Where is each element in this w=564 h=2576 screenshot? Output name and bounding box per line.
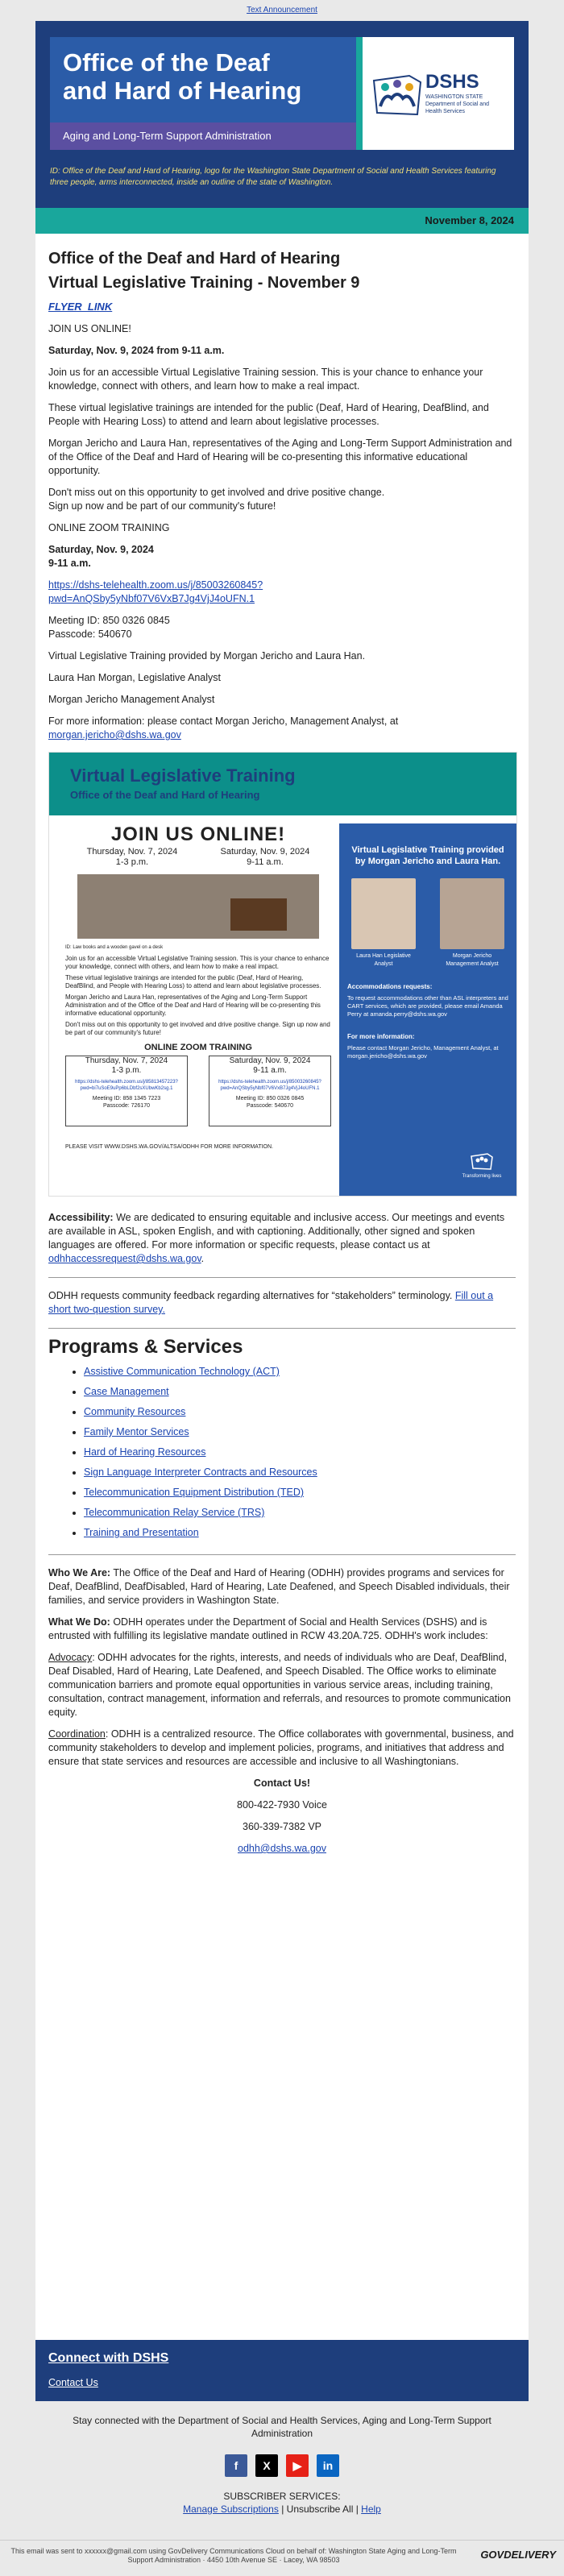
article-para-2: These virtual legislative trainings are intended for the public (Deaf, Hard of Hearing, DeafBlind, and People with Hearing Loss) to attend and learn about legislative processes. xyxy=(48,402,489,427)
flyer-date-1-time: 1-3 p.m. xyxy=(115,857,149,867)
meeting-info xyxy=(48,614,516,641)
image-alt-text: ID: Office of the Deaf and Hard of Hearing, logo for the Washington State Department of Social and Health Services featuring three people, arms interconnected, inside an outline of the state of Washington. xyxy=(35,166,529,208)
flyer-date-2-day: Saturday, Nov. 9, 2024 xyxy=(220,847,310,857)
dshs-logo-text: DSHS xyxy=(425,71,479,93)
flyer-join: JOIN US ONLINE! xyxy=(110,823,286,845)
more-info-text: Please contact Morgan Jericho, Management Analyst, at morgan.jericho@dshs.wa.gov xyxy=(347,1044,499,1060)
manage-subscriptions-link[interactable]: Manage Subscriptions xyxy=(183,2503,279,2515)
flyer-zoom-box-1 xyxy=(65,1056,188,1126)
flyer-box-1-id: Meeting ID: 858 1345 7223 xyxy=(92,1096,161,1101)
divider xyxy=(48,1328,516,1329)
flyer-zoom-title: ONLINE ZOOM TRAINING xyxy=(144,1043,252,1052)
feedback-text: ODHH requests community feedback regarding alternatives for “stakeholders” terminology. xyxy=(48,1290,453,1301)
zoom-day: Saturday, Nov. 9, 2024 xyxy=(48,544,154,555)
article-para-4 xyxy=(48,486,516,513)
article-para-1: Join us for an accessible Virtual Legislative Training session. This is your chance to enhance your knowledge, connect with others, and learn how to make a real impact. xyxy=(48,367,483,392)
who-text: The Office of the Deaf and Hard of Hearing (ODHH) provides programs and services for Deaf, DeafBlind, DeafDisabled, Hard of Hearing, Late Deafened, and Speech Disabled individuals, their families, and service providers in Washington State. xyxy=(48,1567,510,1606)
flyer-text-4: Don't miss out on this opportunity to get involved and drive positive change. Sign up now and be part of our community's future! xyxy=(65,1021,330,1036)
flyer-text-3: Morgan Jericho and Laura Han, representatives of the Aging and Long-Term Support Administration and of the Office of the Deaf and Hard of Hearing will be co-presenting this informative educational opportunity. xyxy=(65,993,321,1017)
sent-info: This email was sent to xxxxxx@gmail.com using GovDelivery Communications Cloud on behalf of: Washington State Aging and Long-Term Support Administration · 4450 10th Avenue SE · Lacey, WA 98503 xyxy=(10,2547,457,2564)
stay-connected: Stay connected with the Department of Social and Health Services, Aging and Long-Term Support Administration xyxy=(73,2415,491,2439)
feedback-note xyxy=(48,1289,516,1317)
banner-subtitle: Aging and Long-Term Support Administration xyxy=(50,122,356,150)
flyer-zoom-boxes xyxy=(65,1056,331,1126)
meeting-id: Meeting ID: 850 0326 0845 xyxy=(48,615,170,626)
flyer-title: Virtual Legislative Training xyxy=(70,765,296,786)
divider xyxy=(48,1554,516,1555)
banner-accent xyxy=(356,37,363,150)
coordination xyxy=(48,1728,516,1769)
access-email-link[interactable]: odhhaccessrequest@dshs.wa.gov xyxy=(48,1253,201,1264)
event-when: Saturday, Nov. 9, 2024 from 9-11 a.m. xyxy=(48,345,225,356)
list-item xyxy=(84,1526,516,1540)
divider xyxy=(48,1277,516,1278)
who-label: Who We Are: xyxy=(48,1567,111,1578)
phone-vp: 360-339-7382 VP xyxy=(243,1821,321,1832)
youtube-icon[interactable]: ▶ xyxy=(286,2454,309,2477)
people-logo-icon xyxy=(369,66,425,122)
flyer-footer: PLEASE VISIT WWW.DSHS.WA.GOV/ALTSA/ODHH FOR MORE INFORMATION. xyxy=(65,1144,273,1150)
programs-title: Programs & Services xyxy=(48,1336,243,1358)
separator: | xyxy=(353,2503,362,2515)
flyer-box-1-link: https://dshs-telehealth.zoom.us/j/85813457223?pwd=bi7uSoE9uPp6bLDbf2sXUbwKb2sg.1 xyxy=(75,1080,178,1091)
flyer-box-2-id: Meeting ID: 850 0326 0845 xyxy=(235,1096,305,1101)
main-content xyxy=(35,234,529,2340)
program-link-hoh-resources[interactable]: Hard of Hearing Resources xyxy=(84,1446,206,1458)
accessibility-text: We are dedicated to ensuring equitable and inclusive access. Our meetings and events are available in ASL, spoken English, and with captioning. Additionally, other signed and spoken languages are offered. For more information or specific requests, please contact us at xyxy=(48,1212,505,1251)
flyer-text-1: Join us for an accessible Virtual Legislative Training session. This is your chance to enhance your knowledge, connect with others, and learn how to make a real impact. xyxy=(65,955,330,970)
phone-voice: 800-422-7930 Voice xyxy=(237,1799,327,1811)
accessibility-label: Accessibility: xyxy=(48,1212,114,1223)
banner-box xyxy=(50,37,514,150)
flyer-zoom-box-2 xyxy=(209,1056,331,1126)
list-item xyxy=(84,1385,516,1399)
gavel-photo xyxy=(77,874,319,939)
article-para-4a: Don't miss out on this opportunity to get involved and drive positive change. xyxy=(48,487,385,498)
flyer-link[interactable]: FLYER_LINK xyxy=(48,301,113,313)
social-links xyxy=(0,2454,564,2477)
accommodations-title: Accommodations requests: xyxy=(347,983,433,990)
what-text: ODHH operates under the Department of Social and Health Services (DSHS) and is entrusted with fulfilling its legislative mandate outlined in RCW 43.20A.725. ODHH's work includes: xyxy=(48,1616,488,1641)
dshs-logo xyxy=(363,37,514,150)
contact-text: For more information: please contact Morgan Jericho, Management Analyst, at xyxy=(48,716,399,727)
footer xyxy=(0,2401,564,2576)
banner-left-panel xyxy=(50,37,356,150)
banner-title-line1: Office of the Deaf xyxy=(63,48,270,77)
article-para-3: Morgan Jericho and Laura Han, representatives of the Aging and Long-Term Support Administration and of the Office of the Deaf and Hard of Hearing will be co-presenting this informative educational opportunity. xyxy=(48,438,512,476)
advocacy-text: : ODHH advocates for the rights, interests, and needs of individuals who are Deaf, DeafBlind, Deaf Disabled, Hard of Hearing, Late Deafened, and Speech Disabled. The Office works to eliminate communication barriers and promote equal opportunities in various service areas, including training, consultation, contract management, information and referrals, and resources to promote communication equity. xyxy=(48,1652,511,1718)
zoom-link-para xyxy=(48,579,516,606)
who-we-are xyxy=(48,1566,516,1607)
flyer-box-2-time: 9-11 a.m. xyxy=(253,1066,287,1075)
flyer-dates xyxy=(65,847,331,868)
survey-link[interactable]: Fill out a short two-question survey. xyxy=(48,1290,494,1315)
banner-title-line2: and Hard of Hearing xyxy=(63,77,302,105)
join-text: JOIN US ONLINE! xyxy=(48,323,131,334)
flyer-box-1-time: 1-3 p.m. xyxy=(111,1066,142,1075)
event-flyer-image[interactable] xyxy=(48,752,517,1197)
contact-email-link[interactable]: morgan.jericho@dshs.wa.gov xyxy=(48,729,181,740)
zoom-link-line2: pwd=AnQSby5yNbf07V6VxB7Jg4VjJ4oUFN.1 xyxy=(48,593,255,604)
top-bar xyxy=(0,0,564,21)
dshs-logo-subtext: WASHINGTON STATE Department of Social and Health Services xyxy=(425,94,489,114)
govdelivery-logo: GOVDELIVERY xyxy=(480,2549,556,2561)
contact-info xyxy=(48,715,516,742)
advocacy-label: Advocacy xyxy=(48,1652,93,1663)
coordination-text: : ODHH is a centralized resource. The Office collaborates with governmental, business, and community stakeholders to develop and implement policies, programs, and initiatives that address and ensure that state services and resources are accessible and inclusive to all Washingtonians. xyxy=(48,1728,514,1767)
provided-by: Virtual Legislative Training provided by Morgan Jericho and Laura Han. xyxy=(48,650,366,662)
subscriber-title: SUBSCRIBER SERVICES: xyxy=(223,2491,341,2502)
what-label: What We Do: xyxy=(48,1616,110,1628)
advocacy xyxy=(48,1651,516,1719)
article-title-line1: Office of the Deaf and Hard of Hearing xyxy=(48,250,341,268)
flyer-box-2-day: Saturday, Nov. 9, 2024 xyxy=(229,1056,311,1065)
zoom-time: 9-11 a.m. xyxy=(48,558,91,569)
unsubscribe-all: Unsubscribe All xyxy=(286,2503,354,2515)
zoom-datetime xyxy=(48,543,516,570)
presenter-morgan: Morgan Jericho Management Analyst xyxy=(48,694,215,705)
program-link-case-management[interactable]: Case Management xyxy=(84,1386,169,1397)
program-link-ted[interactable]: Telecommunication Equipment Distribution (TED) xyxy=(84,1487,305,1498)
laura-photo xyxy=(351,878,416,949)
program-link-act[interactable]: Assistive Communication Technology (ACT) xyxy=(84,1366,280,1377)
coordination-label: Coordination xyxy=(48,1728,106,1740)
zoom-link[interactable] xyxy=(48,579,263,604)
flyer-date-2-time: 9-11 a.m. xyxy=(247,857,284,867)
flyer-text-2: These virtual legislative trainings are intended for the public (Deaf, Hard of Hearing, DeafBlind, and People with Hearing Loss) to attend and learn about legislative processes. xyxy=(65,974,321,989)
list-item xyxy=(84,1425,516,1439)
what-we-do xyxy=(48,1616,516,1643)
zoom-title: ONLINE ZOOM TRAINING xyxy=(48,522,170,533)
program-link-community-resources[interactable]: Community Resources xyxy=(84,1406,186,1417)
dshs-mini-logo-icon xyxy=(470,1151,494,1171)
zoom-link-line1: https://dshs-telehealth.zoom.us/j/85003260845? xyxy=(48,579,263,591)
bottom-bar xyxy=(0,2540,564,2576)
programs-list xyxy=(48,1365,516,1540)
presenter-photos xyxy=(339,878,516,949)
separator: | xyxy=(278,2503,287,2515)
contact-us-link[interactable]: Contact Us xyxy=(48,2377,98,2388)
program-link-training[interactable]: Training and Presentation xyxy=(84,1527,199,1538)
list-item xyxy=(84,1446,516,1459)
email-container xyxy=(35,21,529,2401)
flyer-date-1 xyxy=(87,847,178,868)
subscriber-links xyxy=(0,2503,564,2516)
list-item xyxy=(84,1405,516,1419)
flyer-date-2 xyxy=(221,847,310,868)
flyer-logo-text: Transforming lives xyxy=(462,1174,502,1179)
flyer-box-1-day: Thursday, Nov. 7, 2024 xyxy=(85,1056,168,1065)
more-info-title: For more information: xyxy=(347,1033,415,1040)
connect-section xyxy=(35,2340,529,2401)
facebook-icon[interactable]: f xyxy=(225,2454,247,2477)
flyer-box-2-pass: Passcode: 540670 xyxy=(247,1103,293,1109)
article-title-line2: Virtual Legislative Training - November 9 xyxy=(48,274,360,292)
flyer-header xyxy=(49,753,516,815)
accommodations-text: To request accommodations other than ASL interpreters and CART services, which are provided, please email Amanda Perry at amanda.perry@dshs.wa.gov xyxy=(347,994,508,1018)
banner-title xyxy=(63,48,301,105)
program-link-trs[interactable]: Telecommunication Relay Service (TRS) xyxy=(84,1507,265,1518)
presenter-laura: Laura Han Morgan, Legislative Analyst xyxy=(48,672,222,683)
program-link-interpreter[interactable]: Sign Language Interpreter Contracts and Resources xyxy=(84,1466,317,1478)
list-item xyxy=(84,1466,516,1479)
header-banner xyxy=(35,21,529,166)
presenter-captions xyxy=(339,952,516,969)
morgan-caption: Morgan Jericho Management Analyst xyxy=(446,953,499,967)
odhh-email-link[interactable]: odhh@dshs.wa.gov xyxy=(238,1843,326,1854)
program-link-family-mentor[interactable]: Family Mentor Services xyxy=(84,1426,189,1437)
flyer-subtitle: Office of the Deaf and Hard of Hearing xyxy=(70,789,260,801)
law-books-icon xyxy=(230,898,287,931)
help-link[interactable]: Help xyxy=(361,2503,381,2515)
text-announcement-link[interactable]: Text Announcement xyxy=(247,6,317,15)
flyer-right-column xyxy=(339,823,516,1196)
linkedin-icon[interactable]: in xyxy=(317,2454,339,2477)
date-bar: November 8, 2024 xyxy=(35,208,529,234)
contact-title: Contact Us! xyxy=(253,1777,311,1789)
flyer-left-column xyxy=(65,823,331,1178)
flyer-dshs-logo xyxy=(462,1151,502,1180)
flyer-img-caption: ID: Law books and a wooden gavel on a desk xyxy=(65,945,164,950)
connect-title: Connect with DSHS xyxy=(48,2351,169,2365)
morgan-photo xyxy=(440,878,504,949)
x-icon[interactable]: X xyxy=(255,2454,278,2477)
flyer-box-1-pass: Passcode: 726170 xyxy=(103,1103,150,1109)
list-item xyxy=(84,1365,516,1379)
passcode: Passcode: 540670 xyxy=(48,628,132,640)
flyer-right-title: Virtual Legislative Training provided by Morgan Jericho and Laura Han. xyxy=(351,845,504,866)
list-item xyxy=(84,1486,516,1500)
list-item xyxy=(84,1506,516,1520)
laura-caption: Laura Han Legislative Analyst xyxy=(356,953,411,967)
flyer-box-2-link: https://dshs-telehealth.zoom.us/j/85003260845?pwd=AnQSby5yNbf07V6VxB7Jg4VjJ4oUFN.1 xyxy=(218,1080,321,1091)
article-para-4b: Sign up now and be part of our community's future! xyxy=(48,500,276,512)
flyer-date-1-day: Thursday, Nov. 7, 2024 xyxy=(86,847,178,857)
accessibility-note: Accessibility: We are dedicated to ensuring equitable and inclusive access. Our meetings and events are available in ASL, spoken English, and with captioning. Additionally, other signed and spoken languages are offered. For more information or specific requests, please contact us at odhhaccessrequest@dshs.wa.gov. xyxy=(48,1212,505,1264)
